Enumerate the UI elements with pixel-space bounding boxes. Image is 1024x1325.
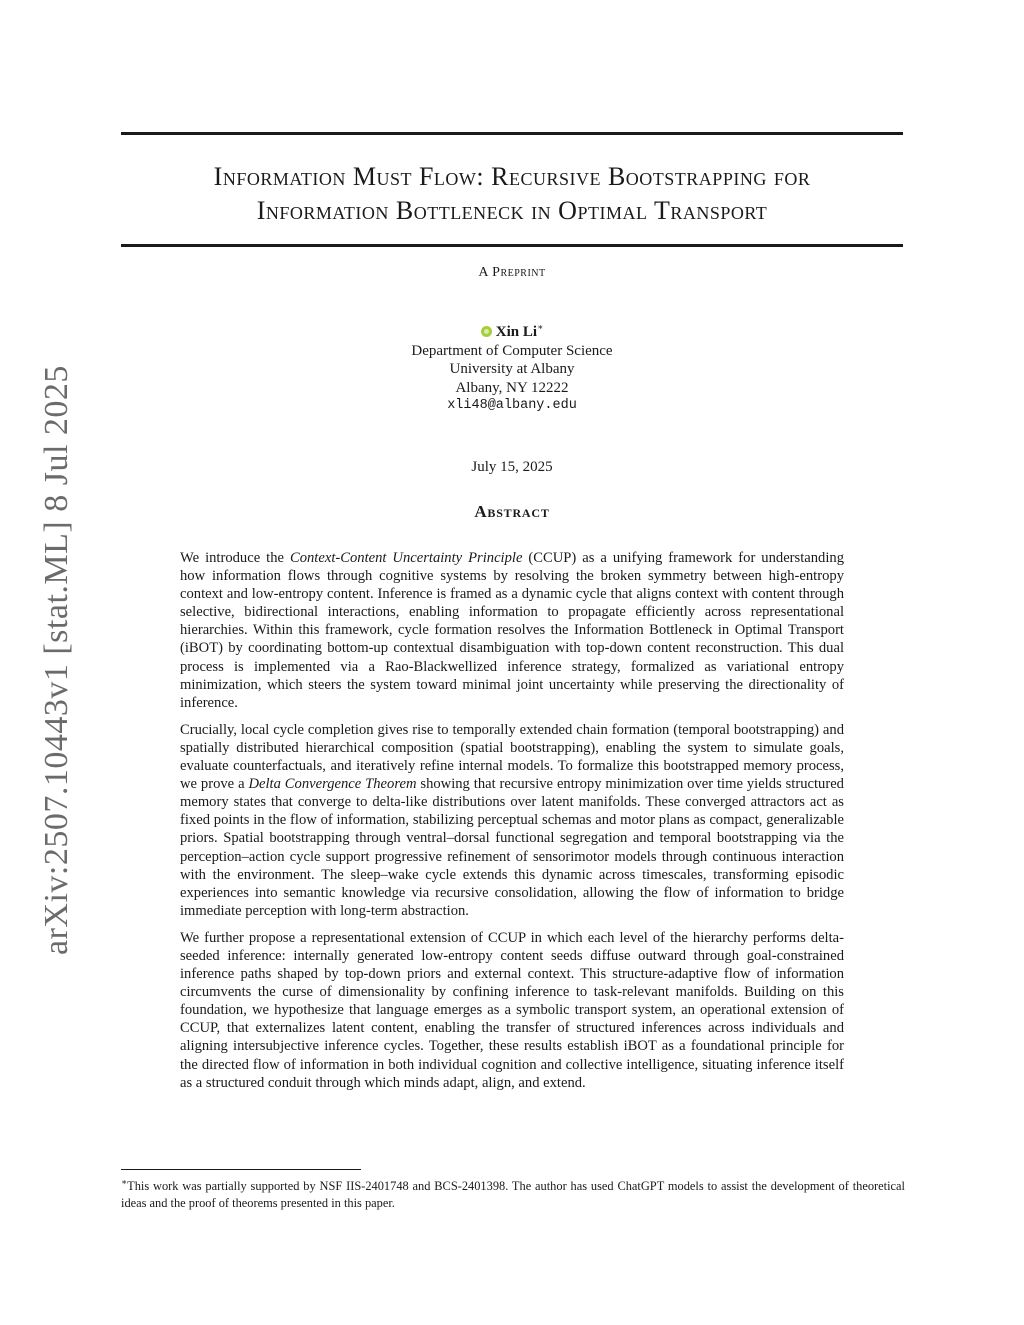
author-email[interactable]: xli48@albany.edu bbox=[447, 398, 577, 413]
abstract-paragraph-3: We further propose a representational extension of CCUP in which each level of the hierarchy performs delta-seeded inference: internally generated low-entropy content seeds diffuse outward through goal-constrained inference paths shaped by top-down priors and external context. This structure-adaptive flow of information circumvents the curse of dimensionality by confining inference to task-relevant manifolds. Building on this foundation, we hypothesize that language emerges as a symbolic transport system, an operational extension of CCUP, that externalizes latent content, enabling the transfer of structured inferences across individuals and aligning intersubjective inference cycles. Together, these results establish iBOT as a foundational principle for the directed flow of information in both individual cognition and collective intelligence, situating inference itself as a structured conduit through which minds adapt, align, and extend. bbox=[180, 929, 844, 1091]
footnote-mark: ∗ bbox=[121, 1177, 128, 1187]
footnote bbox=[121, 1174, 905, 1212]
author-footnote-mark: ∗ bbox=[537, 322, 544, 332]
abstract-paragraph-1 bbox=[180, 549, 844, 712]
arxiv-stamp: arXiv:2507.10443v1 [stat.ML] 8 Jul 2025 bbox=[38, 365, 75, 955]
abstract-p1-text-a: We introduce the bbox=[180, 550, 290, 566]
paper-date: July 15, 2025 bbox=[471, 459, 553, 475]
abstract-p2-text-b: showing that recursive entropy minimization over time yields structured memory states that converge to delta-like distributions over latent manifolds. These converged attractors act as fixed points in the flow of information, stabilizing perceptual schemas and motor plans as compact, generalizable priors. Spatial bootstrapping through ventral–dorsal functional segregation and temporal bootstrapping via the perception–action cycle support progressive refinement of sensorimotor models through continuous interaction with the environment. The sleep–wake cycle extends this dynamic across timescales, transforming episodic experiences into semantic knowledge via recursive consolidation, allowing the flow of information to bridge immediate perception with long-term abstraction. bbox=[180, 776, 844, 919]
paper-title-line-1: Information Must Flow: Recursive Bootstrapping for bbox=[213, 162, 811, 191]
preprint-label: A Preprint bbox=[478, 265, 546, 280]
paper-title bbox=[100, 160, 924, 228]
abstract-paragraph-2 bbox=[180, 721, 844, 920]
abstract-p1-emphasis: Context-Content Uncertainty Principle bbox=[289, 550, 523, 566]
author-institution: University at Albany bbox=[449, 361, 575, 377]
author-line bbox=[0, 318, 1024, 342]
orcid-icon[interactable] bbox=[481, 326, 492, 337]
abstract-heading: Abstract bbox=[474, 502, 550, 521]
abstract-body bbox=[180, 549, 844, 1101]
abstract-p2-emphasis: Delta Convergence Theorem bbox=[248, 776, 417, 793]
author-department: Department of Computer Science bbox=[411, 342, 613, 359]
paper-title-line-2: Information Bottleneck in Optimal Transport bbox=[256, 196, 768, 225]
title-top-rule bbox=[121, 132, 903, 135]
footnote-text: This work was partially supported by NSF IIS-2401748 and BCS-2401398. The author has used ChatGPT models to assist the development of theoretical ideas and the proof of theorems presented in this paper. bbox=[121, 1179, 905, 1211]
title-bottom-rule bbox=[121, 244, 903, 247]
author-block bbox=[0, 318, 1024, 416]
abstract-p1-text-b: (CCUP) as a unifying framework for understanding how information flows through cognitive systems by resolving the broken symmetry between high-entropy context and low-entropy content. Inference is framed as a dynamic cycle that aligns context with content through selective, bidirectional interactions, enabling information to propagate efficiently across representational hierarchies. Within this framework, cycle formation resolves the Information Bottleneck in Optimal Transport (iBOT) by coordinating bottom-up contextual disambiguation with top-down content reconstruction. This dual process is implemented via a Rao-Blackwellized inference strategy, formalized as variational entropy minimization, which steers the system toward minimal joint uncertainty while preserving the directionality of inference. bbox=[180, 550, 844, 711]
author-location: Albany, NY 12222 bbox=[455, 379, 569, 396]
author-name: Xin Li bbox=[495, 324, 538, 340]
abstract-p2-text-a: Crucially, local cycle completion gives rise to temporally extended chain formation (temporal bootstrapping) and spatially distributed hierarchical composition (spatial bootstrapping), enabling the system to simulate goals, evaluate counterfactuals, and iteratively refine internal models. To formalize this bootstrapped memory process, we prove a bbox=[180, 721, 844, 793]
footnote-rule bbox=[121, 1169, 361, 1170]
